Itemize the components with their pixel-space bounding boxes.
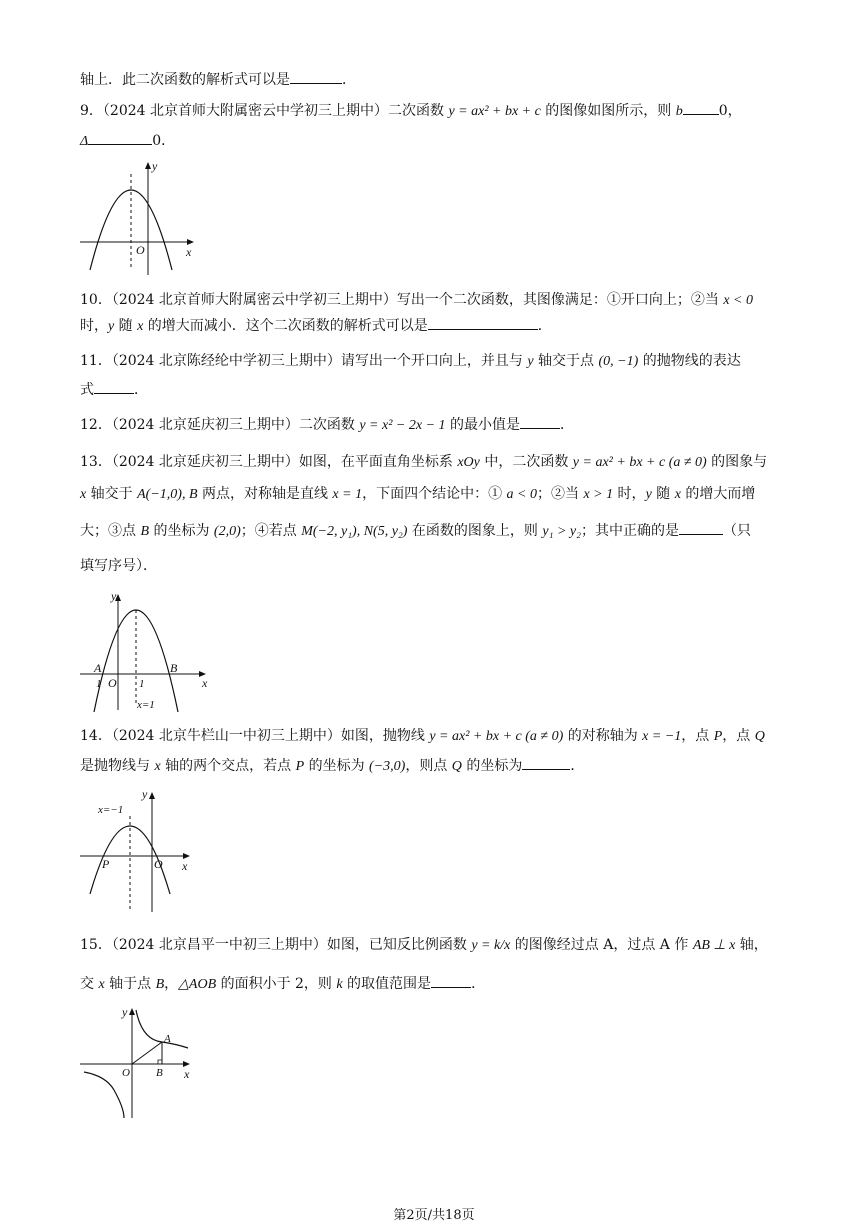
point-p-label: P (102, 857, 110, 871)
math-expression: y = ax² + bx + c (a ≠ 0) (572, 455, 707, 470)
answer-blank (290, 70, 342, 84)
math-expression: AB ⊥ x (692, 938, 736, 953)
answer-blank (88, 131, 152, 145)
y-axis-label: y (122, 1005, 128, 1019)
text-segment: ，则点 (405, 758, 452, 774)
math-expression: k (336, 977, 343, 992)
text-segment: ；②当 (536, 486, 584, 502)
text-segment: 填写序号）． (80, 558, 157, 574)
text-segment: 14．（2024 北京牛栏山一中初三上期中）如图，抛物线 (80, 728, 430, 744)
math-expression: y = ax² + bx + c (a ≠ 0) (429, 729, 564, 744)
answer-blank (431, 974, 471, 988)
tick-label-pos: 1 (139, 678, 145, 690)
text-line (80, 380, 800, 400)
text-segment: 10．（2024 北京首师大附属密云中学初三上期中）写出一个二次函数，其图像满足：①开口向上；②当 (80, 292, 724, 308)
math-expression: Δ (80, 134, 89, 149)
math-expression: x (80, 487, 87, 502)
tick-label-neg: 1 (96, 678, 102, 690)
page-footer: 第2页/共18页 (393, 1208, 475, 1223)
x-axis-label: x (184, 1067, 190, 1081)
y-axis-arrow (149, 792, 155, 799)
text-segment: 的图象与 (706, 454, 768, 470)
text-segment: 的面积小于 2，则 (216, 976, 337, 992)
math-expression: x (154, 759, 161, 774)
y-axis-label: y (152, 160, 158, 173)
answer-blank (428, 316, 538, 330)
text-segment: ；其中正确的是 (580, 523, 679, 539)
text-line (80, 521, 800, 542)
math-expression: B (140, 524, 150, 539)
text-segment: 的抛物线的表达 (638, 353, 741, 369)
text-segment: 轴于点 (104, 976, 156, 992)
text-segment: 15．（2024 北京昌平一中初三上期中）如图，已知反比例函数 (80, 937, 472, 953)
math-expression: y = x² − 2x − 1 (359, 418, 446, 433)
x-axis-label: x (186, 245, 192, 259)
text-segment: 的坐标为 (461, 758, 523, 774)
text-segment: ；④若点 (240, 523, 302, 539)
math-expression: M(−2, y₁), N(5, y₂) (301, 524, 408, 539)
figure-q14 (78, 786, 198, 914)
origin-label: O (122, 1067, 130, 1079)
math-expression: y₁ > y₂ (542, 524, 581, 539)
math-expression: (2,0) (213, 524, 241, 539)
y-axis-label: y (111, 589, 117, 603)
text-segment: ，点 (722, 728, 755, 744)
text-segment: 时， (80, 318, 108, 334)
math-expression: x (137, 319, 144, 334)
math-expression: x = −1 (642, 729, 682, 744)
text-line (80, 452, 800, 473)
math-expression: y = k/x (471, 938, 511, 953)
text-segment: 轴交于点 (533, 353, 599, 369)
right-angle-mark (158, 1060, 162, 1064)
y-axis-label: y (142, 787, 148, 801)
text-segment: 的最小值是 (445, 417, 520, 433)
figure-q13 (78, 588, 213, 713)
text-segment: ． (559, 417, 574, 433)
text-line (80, 484, 800, 505)
text-segment: 的坐标为 (149, 523, 214, 539)
math-expression: △AOB (178, 977, 217, 992)
text-segment: 的图像经过点 A，过点 A 作 (510, 937, 693, 953)
text-segment: 的取值范围是 (342, 976, 432, 992)
symmetry-axis-label: x=1 (137, 699, 155, 711)
math-expression: x < 0 (723, 293, 754, 308)
math-expression: (−3,0) (369, 759, 406, 774)
x-axis-label: x (182, 859, 188, 873)
math-expression: y (645, 487, 652, 502)
text-segment: 时， (613, 486, 646, 502)
point-a-label: A (94, 661, 102, 675)
math-expression: Q (451, 759, 462, 774)
text-segment: ． (134, 382, 148, 398)
math-expression: xOy (457, 455, 480, 470)
text-segment: 的增大而减小．这个二次函数的解析式可以是 (143, 318, 428, 334)
point-a-label: A (164, 1033, 171, 1045)
text-segment: ． (570, 758, 585, 774)
text-segment: ，点 (681, 728, 714, 744)
text-line (80, 351, 800, 372)
x-axis-label: x (202, 676, 208, 690)
text-segment: ，下面四个结论中：① (362, 486, 507, 502)
text-segment: 轴交于 (86, 486, 138, 502)
text-line (80, 290, 800, 311)
symmetry-axis-label: x=−1 (98, 804, 124, 816)
text-segment: 随 (114, 318, 138, 334)
text-segment: 两点，对称轴是直线 (197, 486, 333, 502)
math-expression: x (674, 487, 681, 502)
math-expression: (0, −1) (598, 354, 639, 369)
answer-blank (683, 101, 719, 115)
text-segment: 11．（2024 北京陈经纶中学初三上期中）请写出一个开口向上，并且与 (80, 353, 528, 369)
text-segment: 0， (718, 103, 742, 119)
text-segment: 的图像如图所示，则 (540, 103, 676, 119)
math-expression: A(−1,0), B (137, 487, 198, 502)
text-segment: 的对称轴为 (563, 728, 643, 744)
text-line (80, 131, 800, 152)
text-segment: ． (342, 72, 356, 88)
text-line (80, 974, 800, 995)
answer-blank (520, 415, 560, 429)
text-segment: 在函数的图象上，则 (407, 523, 543, 539)
text-segment: 轴的两个交点，若点 (160, 758, 296, 774)
text-line (80, 415, 800, 436)
origin-label: O (108, 676, 117, 690)
text-segment: （只 (722, 523, 751, 539)
point-b-label: B (156, 1067, 163, 1079)
text-line (80, 726, 800, 747)
text-segment: 是抛物线与 (80, 758, 155, 774)
text-line (80, 556, 800, 576)
text-segment: ． (471, 976, 486, 992)
answer-blank (522, 756, 570, 770)
math-expression: Q (754, 729, 765, 744)
text-line (80, 316, 800, 337)
text-segment: 12．（2024 北京延庆初三上期中）二次函数 (80, 417, 360, 433)
text-segment: 轴上．此二次函数的解析式可以是 (80, 72, 290, 88)
point-b-label: B (170, 661, 178, 675)
text-segment: 的坐标为 (304, 758, 370, 774)
text-line (80, 935, 800, 956)
answer-blank (679, 521, 723, 535)
figure-q15 (78, 1004, 198, 1122)
math-expression: y = ax² + bx + c (448, 104, 541, 119)
math-expression: y (108, 319, 115, 334)
figure-q9 (78, 160, 198, 280)
text-segment: 的增大而增 (680, 486, 756, 502)
text-segment: 9．（2024 北京首师大附属密云中学初三上期中）二次函数 (80, 103, 449, 119)
text-segment: 大；③点 (80, 523, 141, 539)
text-segment: 中，二次函数 (479, 454, 573, 470)
y-axis-arrow (129, 1008, 135, 1015)
math-expression: P (713, 729, 723, 744)
answer-blank (94, 380, 134, 394)
math-expression: P (295, 759, 305, 774)
math-expression: B (155, 977, 165, 992)
origin-label: O (136, 243, 145, 257)
math-expression: a < 0 (506, 487, 537, 502)
text-line (80, 101, 800, 122)
segment-oa (132, 1042, 162, 1064)
math-expression: x (98, 977, 105, 992)
math-expression: x > 1 (583, 487, 614, 502)
text-line (80, 70, 800, 90)
text-segment: 交 (80, 976, 99, 992)
hyperbola-branch-left (84, 1072, 124, 1118)
text-segment: ． (537, 318, 552, 334)
text-segment: 随 (651, 486, 675, 502)
text-segment: 13．（2024 北京延庆初三上期中）如图，在平面直角坐标系 (80, 454, 458, 470)
y-axis-arrow (145, 162, 151, 169)
text-segment: 轴， (735, 937, 768, 953)
text-segment: 式 (80, 382, 94, 398)
origin-label: O (154, 857, 163, 871)
math-expression: x = 1 (332, 487, 363, 502)
math-expression: b (675, 104, 683, 119)
text-segment: 0． (152, 133, 176, 149)
math-expression: y (527, 354, 534, 369)
text-segment: ， (164, 976, 179, 992)
text-line (80, 756, 800, 777)
